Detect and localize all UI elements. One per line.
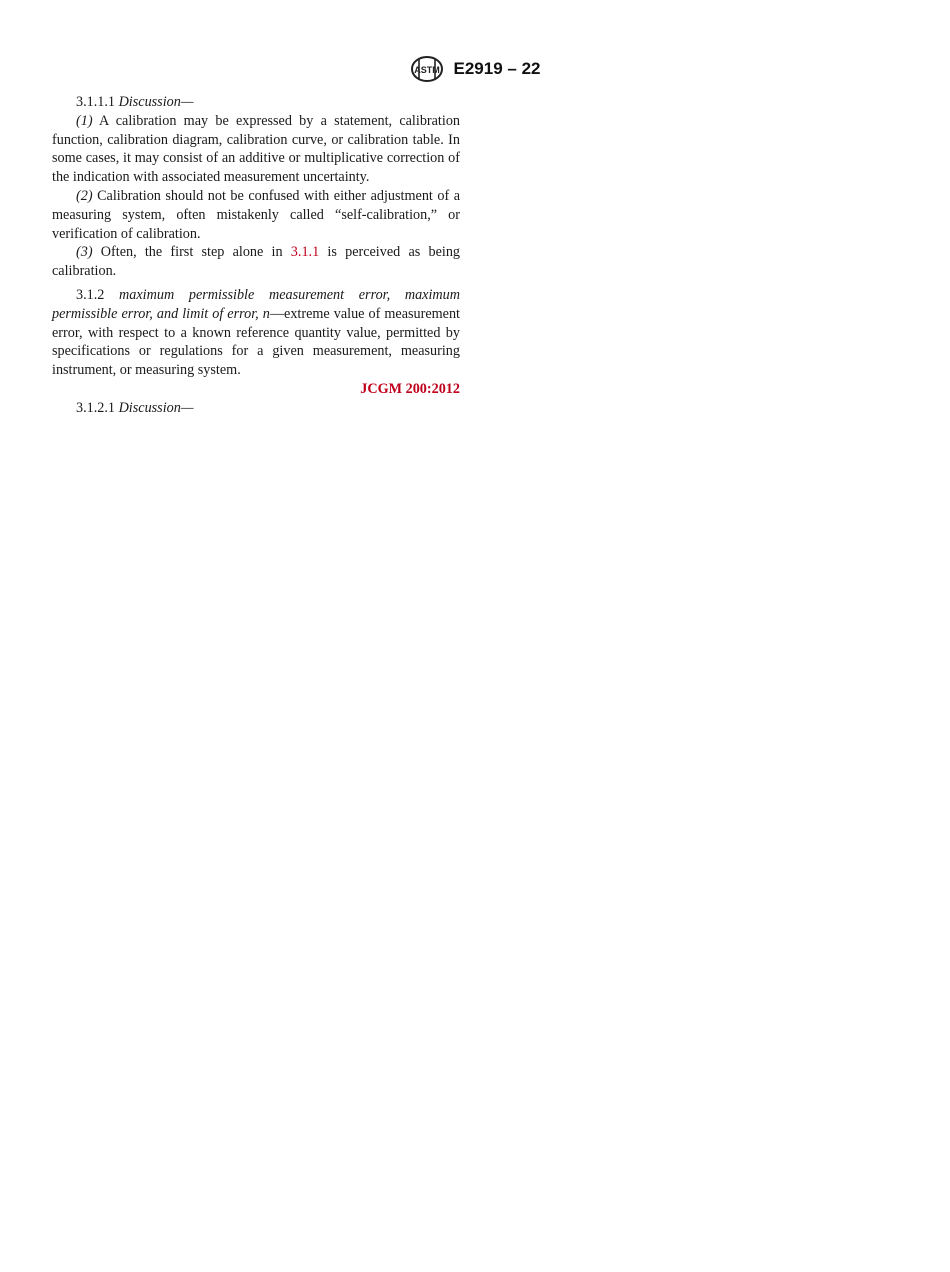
list-item xyxy=(52,187,460,243)
discussion-label: Discussion— xyxy=(118,399,194,416)
paragraph-3-1-2-1 xyxy=(52,399,460,418)
section-link[interactable]: 3.1.1 xyxy=(290,244,320,261)
section-number: 3.1.2.1 xyxy=(76,399,116,416)
discussion-label: Discussion— xyxy=(118,94,194,110)
list-text: A calibration may be expressed by a statement, calibration function, calibration diagram, calibration curve, or calibration table. In some cases, it may consist of an additive or multiplicative correction of the indication with associated measurement uncertainty. xyxy=(52,112,461,186)
list-marker: (3) xyxy=(76,244,93,261)
definition-3-1-2 xyxy=(52,286,460,399)
list-marker: (2) xyxy=(76,187,93,204)
section-number: 3.1.2 xyxy=(76,286,105,303)
list-text: Often, the first step alone in xyxy=(100,244,283,261)
definition-text: —extreme value of measurement error, with respect to a known reference quantity value, permitted by specifications or regulations for a given measurement, measuring instrument, or measuring system. xyxy=(52,305,460,379)
document-number: E2919 – 22 xyxy=(453,59,541,78)
list-item xyxy=(52,243,460,281)
defined-term: maximum permissible measurement error, maximum permissible error, and limit of error, n xyxy=(52,286,460,322)
left-column xyxy=(52,93,460,418)
section-number: 3.1.1.1 xyxy=(76,94,116,110)
list-item xyxy=(52,112,460,187)
astm-logo-icon xyxy=(410,55,444,83)
logo-text: ASTM xyxy=(413,65,440,75)
list-marker: (1) xyxy=(76,112,93,129)
list-text: Calibration should not be confused with either adjustment of a measuring system, often mistakenly called “self-calibration,” or verification of calibration. xyxy=(52,187,460,242)
paragraph-3-1-1-1 xyxy=(52,93,460,112)
page-header xyxy=(0,54,950,84)
list-text-continued: is perceived as being calibration. xyxy=(52,244,461,280)
source-reference[interactable]: JCGM 200:2012 xyxy=(360,380,460,397)
